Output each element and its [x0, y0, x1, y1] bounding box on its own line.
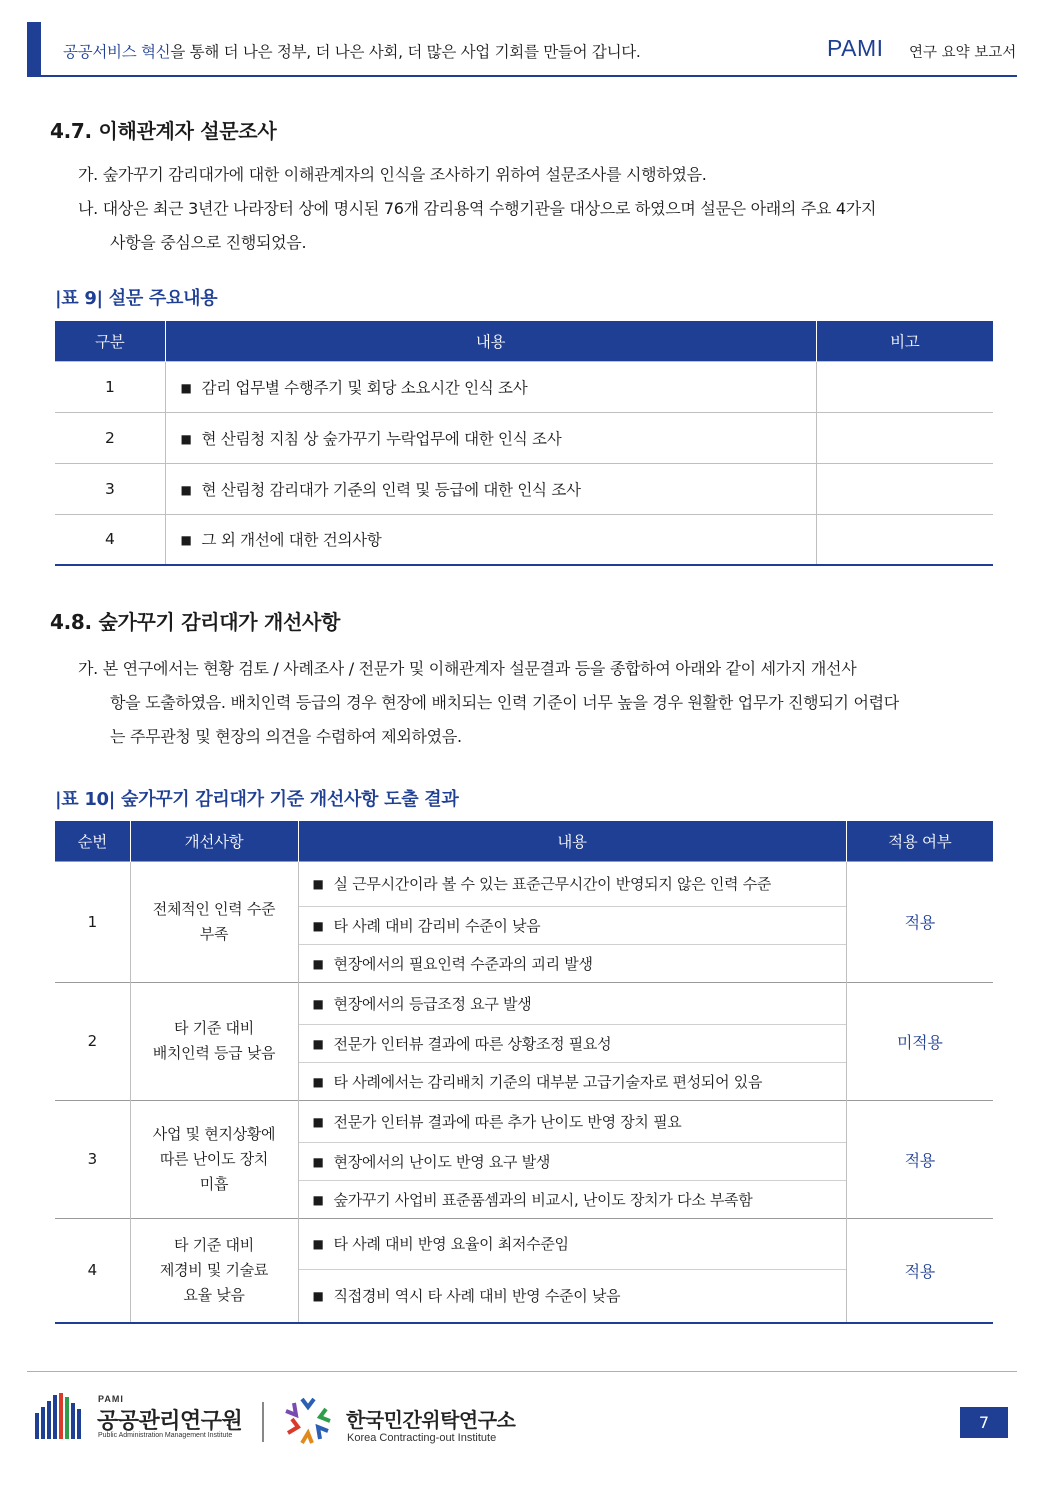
- detail-text: 타 사례 대비 반영 요율이 최저수준임: [333, 1235, 569, 1253]
- item-line: 배치인력 등급 낮음: [152, 1044, 276, 1062]
- item-line: 제경비 및 기술료: [159, 1260, 269, 1279]
- section-4-8-text: [78, 652, 988, 754]
- table-row: [55, 463, 993, 514]
- detail-text: 전문가 인터뷰 결과에 따른 상황조정 필요성: [333, 1034, 612, 1053]
- table-header-cell: 개선사항: [130, 821, 298, 861]
- table-row: [55, 361, 993, 412]
- row-content: [165, 463, 816, 514]
- section-4-7-text: [78, 158, 988, 260]
- detail-cell: [298, 1269, 846, 1323]
- improvement-item: [130, 1100, 298, 1218]
- improvement-item: [130, 861, 298, 982]
- page-number: 7: [960, 1407, 1008, 1438]
- table-header-cell: 적용 여부: [846, 821, 993, 861]
- pami-logo-english: Public Administration Management Institute: [98, 1432, 233, 1439]
- apply-status: 미적용: [846, 982, 993, 1100]
- detail-cell: [298, 861, 846, 906]
- table-row: [55, 412, 993, 463]
- detail-cell: [298, 944, 846, 982]
- apply-status: 적용: [846, 1100, 993, 1218]
- detail-text: 숲가꾸기 사업비 표준품셈과의 비교시, 난이도 장치가 다소 부족함: [333, 1190, 753, 1209]
- row-content-text: 현 산림청 감리대가 기준의 인력 및 등급에 대한 인식 조사: [201, 480, 581, 499]
- square-bullet-icon: ■: [312, 1289, 324, 1304]
- table-row: [55, 1100, 993, 1142]
- square-bullet-icon: ■: [180, 533, 192, 548]
- paragraph-line: 항을 도출하였음. 배치인력 등급의 경우 현장에 배치되는 인력 기준이 너무 높을 경우 원활한 업무가 진행되기 어렵다: [110, 693, 899, 712]
- detail-text: 현장에서의 등급조정 요구 발생: [333, 994, 532, 1013]
- detail-text: 타 사례에서는 감리배치 기준의 대부분 고급기술자로 편성되어 있음: [333, 1072, 763, 1091]
- square-bullet-icon: ■: [312, 996, 324, 1011]
- detail-text: 직접경비 역시 타 사례 대비 반영 수준이 낮음: [333, 1287, 621, 1306]
- detail-cell: [298, 1100, 846, 1142]
- square-bullet-icon: ■: [180, 482, 192, 497]
- table-header-cell: 비고: [816, 321, 993, 361]
- square-bullet-icon: ■: [312, 1237, 324, 1251]
- row-note: [816, 412, 993, 463]
- item-line: 전체적인 인력 수준: [152, 899, 276, 918]
- improvement-item: [130, 982, 298, 1100]
- item-line: 타 기준 대비: [174, 1019, 254, 1037]
- table-header-cell: 내용: [298, 821, 846, 861]
- row-number: 4: [55, 514, 165, 565]
- square-bullet-icon: ■: [180, 431, 192, 446]
- table-header-cell: 내용: [165, 321, 816, 361]
- apply-status: 적용: [846, 1218, 993, 1323]
- detail-cell: [298, 1180, 846, 1218]
- square-bullet-icon: ■: [312, 1074, 324, 1089]
- row-note: [816, 514, 993, 565]
- table-header-cell: 순번: [55, 821, 130, 861]
- detail-cell: [298, 1142, 846, 1180]
- footer-logo-divider: [262, 1402, 264, 1442]
- section-4-7-title: 4.7. 이해관계자 설문조사: [50, 119, 277, 143]
- row-content-text: 현 산림청 지침 상 숲가꾸기 누락업무에 대한 인식 조사: [201, 429, 562, 448]
- detail-cell: [298, 1024, 846, 1062]
- kci-logo-english: Korea Contracting-out Institute: [347, 1432, 497, 1444]
- item-line: 요율 낮음: [183, 1285, 245, 1304]
- header-report-type: 연구 요약 보고서: [909, 45, 1017, 61]
- pami-logo-icon: [35, 1393, 85, 1439]
- row-content-text: 그 외 개선에 대한 건의사항: [201, 531, 382, 550]
- square-bullet-icon: ■: [312, 1154, 324, 1169]
- row-note: [816, 463, 993, 514]
- slogan-rest: 을 통해 더 나은 정부, 더 나은 사회, 더 많은 사업 기회를 만들어 갑니다.: [170, 43, 641, 61]
- slogan-highlight: 공공서비스 혁신: [63, 43, 171, 61]
- item-line: 사업 및 현지상황에: [152, 1124, 276, 1143]
- table-row: [55, 982, 993, 1024]
- detail-text: 현장에서의 필요인력 수준과의 괴리 발생: [333, 954, 593, 973]
- table-10-caption: |표 10| 숲가꾸기 감리대가 기준 개선사항 도출 결과: [55, 789, 459, 810]
- paragraph-line: 나. 대상은 최근 3년간 나라장터 상에 명시된 76개 감리용역 수행기관을 대상으로 하였으며 설문은 아래의 주요 4가지: [78, 199, 877, 218]
- row-number: 1: [55, 361, 165, 412]
- detail-cell: [298, 982, 846, 1024]
- square-bullet-icon: ■: [312, 1192, 324, 1207]
- kci-logo-icon: [282, 1395, 334, 1447]
- row-content: [165, 412, 816, 463]
- item-line: 타 기준 대비: [174, 1235, 254, 1254]
- kci-logo-name: 한국민간위탁연구소: [346, 1408, 516, 1432]
- section-4-8-title: 4.8. 숲가꾸기 감리대가 개선사항: [50, 610, 341, 634]
- header-slogan: [63, 40, 641, 62]
- row-content: [165, 361, 816, 412]
- paragraph-line: 는 주무관청 및 현장의 의견을 수렴하여 제외하였음.: [110, 727, 462, 746]
- header-accent-bar: [27, 22, 41, 75]
- square-bullet-icon: ■: [312, 877, 324, 891]
- row-number: 3: [55, 463, 165, 514]
- paragraph-line: 사항을 중심으로 진행되었음.: [110, 233, 307, 252]
- detail-text: 타 사례 대비 감리비 수준이 낮음: [333, 916, 541, 935]
- page-header: [27, 22, 1017, 77]
- pami-logo-name: 공공관리연구원: [97, 1409, 243, 1434]
- row-content-text: 감리 업무별 수행주기 및 회당 소요시간 인식 조사: [201, 378, 528, 397]
- table-10: [55, 821, 993, 1324]
- square-bullet-icon: ■: [312, 956, 324, 971]
- table-row: [55, 1218, 993, 1269]
- detail-cell: [298, 906, 846, 944]
- row-number: 2: [55, 412, 165, 463]
- square-bullet-icon: ■: [312, 918, 324, 933]
- table-row: [55, 861, 993, 906]
- pami-logo-small-text: PAMI: [98, 1394, 124, 1404]
- table-header-cell: 구분: [55, 321, 165, 361]
- apply-status: 적용: [846, 861, 993, 982]
- row-number: 3: [55, 1100, 130, 1218]
- item-line: 부족: [199, 924, 229, 943]
- item-line: 미흡: [199, 1174, 229, 1193]
- paragraph-line: 가. 숲가꾸기 감리대가에 대한 이해관계자의 인식을 조사하기 위하여 설문조사를 시행하였음.: [78, 165, 707, 184]
- row-content: [165, 514, 816, 565]
- square-bullet-icon: ■: [312, 1036, 324, 1051]
- footer-divider: [27, 1371, 1017, 1372]
- row-number: 4: [55, 1218, 130, 1323]
- header-brand: PAMI: [827, 35, 884, 61]
- detail-cell: [298, 1218, 846, 1269]
- paragraph-line: 가. 본 연구에서는 현황 검토 / 사례조사 / 전문가 및 이해관계자 설문결과 등을 종합하여 아래와 같이 세가지 개선사: [78, 659, 857, 678]
- detail-text: 현장에서의 난이도 반영 요구 발생: [333, 1152, 551, 1171]
- improvement-item: [130, 1218, 298, 1323]
- detail-cell: [298, 1062, 846, 1100]
- table-9-caption: |표 9| 설문 주요내용: [55, 288, 218, 309]
- table-9: [55, 321, 993, 566]
- detail-text: 실 근무시간이라 볼 수 있는 표준근무시간이 반영되지 않은 인력 수준: [333, 875, 772, 893]
- row-number: 2: [55, 982, 130, 1100]
- square-bullet-icon: ■: [312, 1114, 324, 1129]
- square-bullet-icon: ■: [180, 380, 192, 395]
- detail-text: 전문가 인터뷰 결과에 따른 추가 난이도 반영 장치 필요: [333, 1112, 682, 1131]
- item-line: 따른 난이도 장치: [159, 1149, 269, 1168]
- row-note: [816, 361, 993, 412]
- table-row: [55, 514, 993, 565]
- row-number: 1: [55, 861, 130, 982]
